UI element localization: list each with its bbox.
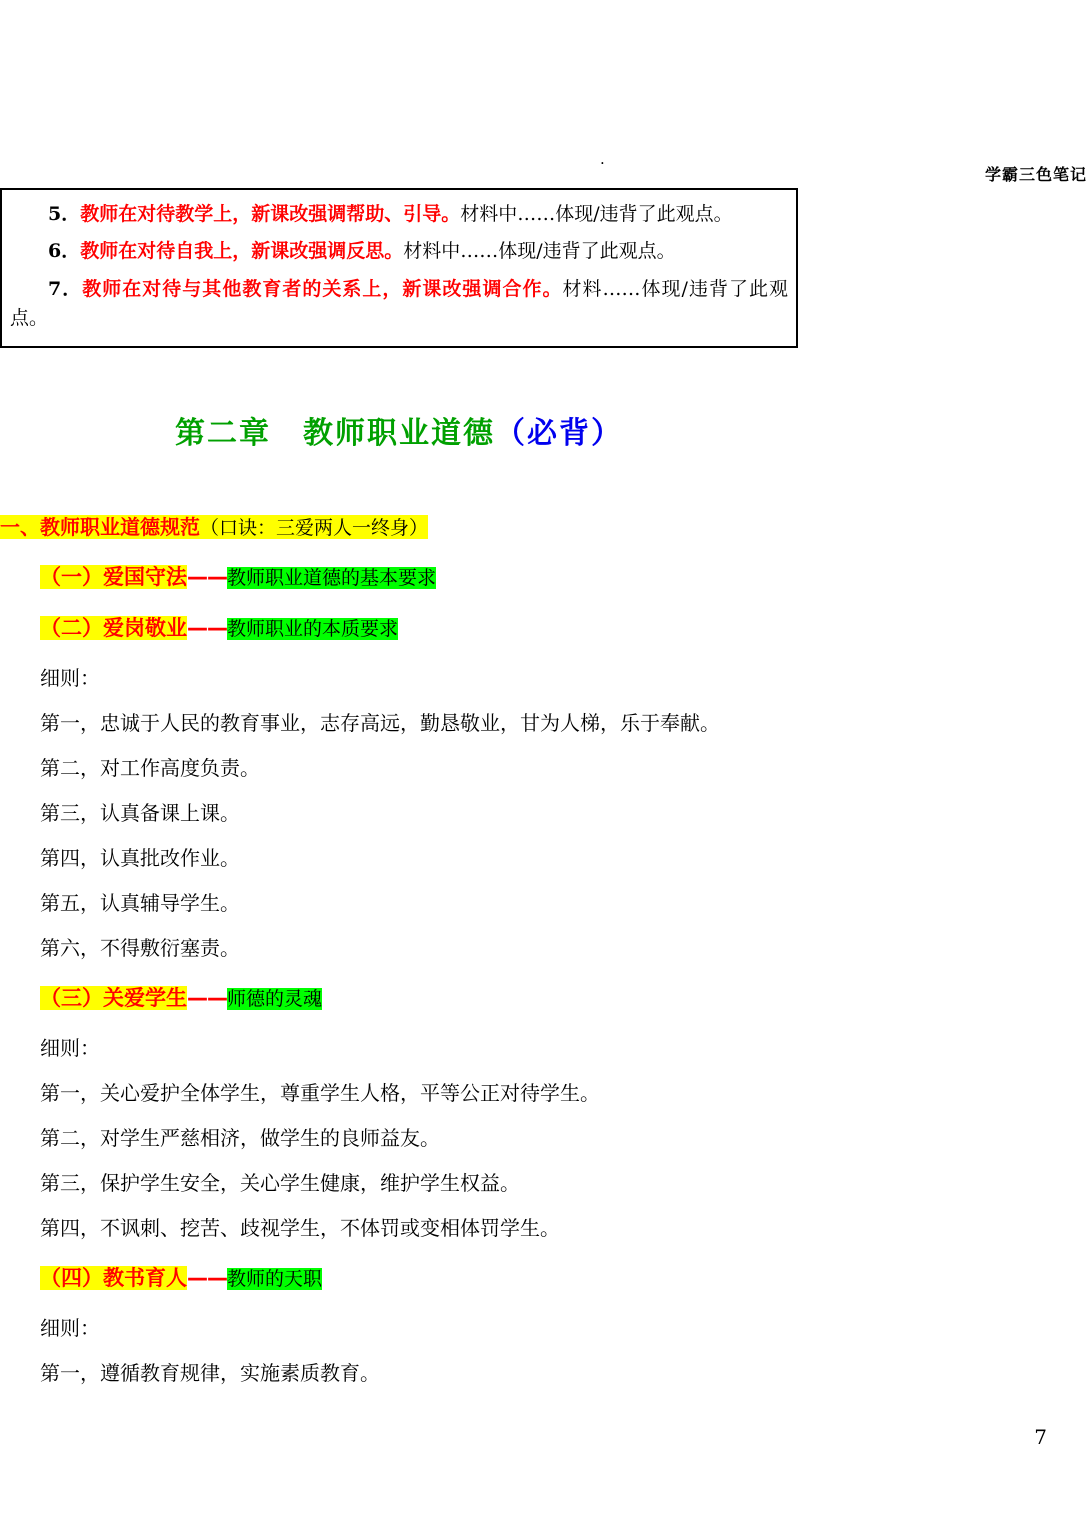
- subsection-label: （四）教书育人: [40, 1265, 187, 1290]
- detail-item: 第五，认真辅导学生。: [40, 890, 240, 915]
- page-number: 7: [1034, 1425, 1047, 1449]
- detail-item: 第一，遵循教育规律，实施素质教育。: [40, 1360, 380, 1385]
- box-item-number: 6．: [48, 240, 81, 263]
- detail-label: 细则：: [40, 1315, 100, 1340]
- subsection-label: （三）关爱学生: [40, 985, 187, 1010]
- subsection-heading: [0, 1258, 810, 1299]
- subsection-label: （一）爱国守法: [40, 565, 187, 590]
- chapter-title-sub: （必背）: [495, 416, 623, 451]
- stray-dot: .: [600, 150, 605, 168]
- chapter-title: [0, 408, 798, 452]
- box-item-plain-text: 材料中……体现/违背了此观点。: [460, 203, 733, 225]
- subsection-note: 师德的灵魂: [227, 987, 323, 1010]
- detail-item: 第四，认真批改作业。: [40, 845, 240, 870]
- subsection-dash: ——: [187, 1265, 227, 1290]
- subsection-heading: [0, 978, 810, 1019]
- subsection-dash: ——: [187, 565, 227, 590]
- box-item-plain-text: 材料中……体现/违背了此观点。: [403, 240, 676, 263]
- detail-label: 细则：: [40, 1035, 100, 1060]
- section-heading-note: （口诀：三爱两人一终身）: [200, 517, 429, 539]
- box-item: [10, 275, 788, 334]
- detail-item: 第一，忠诚于人民的教育事业，志存高远，勤恳敬业，甘为人梯，乐于奉献。: [40, 710, 720, 735]
- subsection-label: （二）爱岗敬业: [40, 615, 187, 640]
- subsection-dash: ——: [187, 615, 227, 640]
- box-item-red-text: 教师在对待自我上，新课改强调反思。: [80, 240, 404, 263]
- detail-item: 第三，保护学生安全，关心学生健康，维护学生权益。: [40, 1170, 520, 1195]
- box-item: [10, 237, 788, 266]
- detail-item: 第三，认真备课上课。: [40, 800, 240, 825]
- boxed-note-block: [0, 188, 798, 348]
- detail-item: 第一，关心爱护全体学生，尊重学生人格，平等公正对待学生。: [40, 1080, 600, 1105]
- detail-label: 细则：: [40, 665, 100, 690]
- box-item: [10, 200, 788, 229]
- detail-item: 第二，对工作高度负责。: [40, 755, 260, 780]
- box-item-red-text: 教师在对待教学上，新课改强调帮助、引导。: [80, 203, 461, 225]
- subsection-note: 教师职业道德的基本要求: [227, 567, 437, 590]
- box-item-number: 5．: [48, 203, 81, 225]
- chapter-title-main: 第二章 教师职业道德: [175, 416, 495, 451]
- detail-item: 第二，对学生严慈相济，做学生的良师益友。: [40, 1125, 440, 1150]
- subsection-note: 教师职业的本质要求: [227, 617, 399, 640]
- box-item-plain-text: 材料……体现/违背了此观点。: [10, 277, 788, 330]
- box-item-number: 7．: [48, 277, 83, 300]
- subsection-heading: [0, 557, 810, 598]
- detail-item: 第六，不得敷衍塞责。: [40, 935, 240, 960]
- subsection-note: 教师的天职: [227, 1267, 323, 1290]
- section-heading: [0, 508, 810, 547]
- subsection-dash: ——: [187, 985, 227, 1010]
- subsection-heading: [0, 608, 810, 649]
- page-header-watermark: 学霸三色笔记: [984, 165, 1087, 184]
- section-heading-number: 一、: [0, 515, 40, 539]
- detail-item: 第四，不讽刺、挖苦、歧视学生，不体罚或变相体罚学生。: [40, 1215, 560, 1240]
- section-heading-text: 教师职业道德规范: [40, 515, 200, 539]
- box-item-red-text: 教师在对待与其他教育者的关系上，新课改强调合作。: [82, 277, 563, 300]
- document-body: [0, 500, 810, 1399]
